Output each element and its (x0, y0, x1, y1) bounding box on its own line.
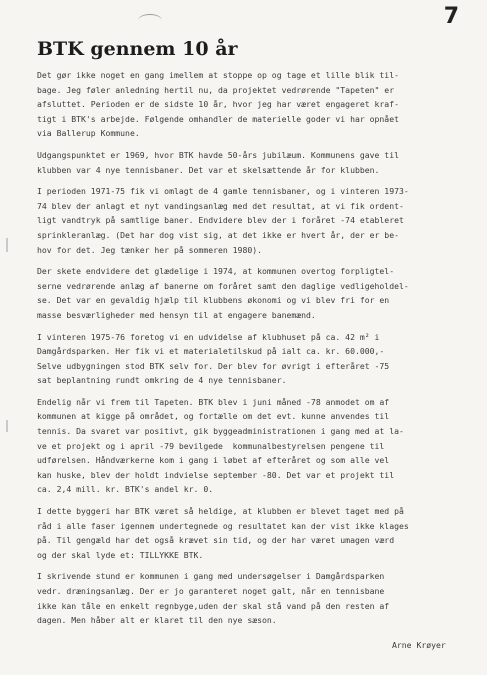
text-line: bage. Jeg føler anledning hertil nu, da projektet vedrørende "Tapeten" er (37, 84, 395, 95)
paragraph (37, 395, 462, 497)
paragraph (37, 148, 462, 177)
text-line: vedr. dræningsanlæg. Der er jo garanteret noget galt, når en tennisbane (37, 586, 385, 596)
text-line: ca. 2,4 mill. kr. BTK's andel kr. 0. (37, 484, 214, 495)
text-line: Det gør ikke noget en gang imellem at stoppe op og tage et lille blik til- (37, 70, 399, 80)
text-line: Udgangspunktet er 1969, hvor BTK havde 50-års jubilæum. Kommunens gave til (37, 149, 399, 160)
margin-mark (6, 420, 8, 432)
text-line: råd i alle faser igennem undertegnede og resultatet kan der vist ikke klages (37, 520, 409, 531)
text-line: sat beplantning rundt omkring de 4 nye tennisbaner. (37, 375, 287, 386)
text-line: ve et projekt og i april -79 bevilgede kommunalbestyrelsen pengene til (37, 440, 385, 451)
text-line: udførelsen. Håndværkerne kom i gang i løbet af efteråret og som alle vel (37, 455, 390, 466)
text-line: ikke kan tåle en enkelt regnbyge,uden der skal stå vand på den resten af (37, 600, 390, 611)
paragraph (37, 264, 462, 322)
text-line: kommunen at kigge på området, og fortælle om det evt. kunne anvendes til (37, 411, 390, 422)
paragraph (37, 330, 462, 388)
text-line: se. Det var en gevaldig hjælp til klubbens økonomi og vi blev fri for en (37, 295, 390, 306)
text-line: via Ballerup Kommune. (37, 128, 140, 139)
text-line: tigt i BTK's arbejde. Følgende omhandler de materielle goder vi har opnået (37, 113, 399, 124)
text-line: Damgårdsparken. Her fik vi et materialetilskud på ialt ca. kr. 60.000,- (37, 346, 385, 357)
text-line: tennis. Da svaret var positivt, gik byggeadministrationen i gang med at la- (37, 426, 404, 437)
text-line: serne vedrørende anlæg af banerne om foråret samt den daglige vedligeholdel- (37, 280, 409, 291)
text-line: hov for det. Jeg tænker her på sommeren 1980). (37, 244, 263, 255)
paragraph (37, 184, 462, 257)
text-line: dagen. Men håber alt er klaret til den nye sæson. (37, 615, 277, 626)
text-line: I perioden 1971-75 fik vi omlagt de 4 gamle tennisbaner, og i vinteren 1973- (37, 186, 409, 197)
margin-mark (6, 238, 8, 252)
text-line: på. Til gengæld har det også krævet sin tid, og der har været umagen værd (37, 535, 395, 546)
text-line: afsluttet. Perioden er de sidste 10 år, hvor jeg har været engageret kraf- (37, 99, 399, 110)
paragraph (37, 504, 462, 562)
text-line: masse besværligheder med hensyn til at engagere banemænd. (37, 309, 316, 320)
page-number: 7 (443, 4, 459, 29)
scan-artifact-mark (138, 14, 162, 27)
paragraph (37, 68, 462, 141)
article-title: BTK gennem 10 år (37, 38, 238, 60)
article-body (37, 68, 462, 635)
text-line: Endelig når vi frem til Tapeten. BTK blev i juni måned -78 anmodet om af (37, 396, 390, 407)
text-line: ligt vandtryk på samtlige baner. Endvidere blev der i foråret -74 etableret (37, 215, 404, 226)
text-line: I vinteren 1975-76 foretog vi en udvidelse af klubhuset på ca. 42 m² i (37, 331, 380, 342)
text-line: Der skete endvidere det glædelige i 1974, at kommunen overtog forpligtel- (37, 266, 395, 277)
text-line: Selve udbygningen stod BTK selv for. Der blev for øvrigt i efteråret -75 (37, 360, 390, 371)
text-line: klubben var 4 nye tennisbaner. Det var et skelsættende år for klubben. (37, 164, 380, 175)
text-line: 74 blev der anlagt et nyt vandingsanlæg med det resultat, at vi fik ordent- (37, 200, 404, 211)
text-line: og der skal lyde et: TILLYKKE BTK. (37, 549, 204, 560)
author-signature: Arne Krøyer (392, 640, 446, 650)
text-line: I dette byggeri har BTK været så heldige, at klubben er blevet taget med på (37, 506, 404, 517)
paragraph (37, 569, 462, 627)
text-line: I skrivende stund er kommunen i gang med undersøgelser i Damgårdsparken (37, 571, 385, 582)
text-line: sprinkleranlæg. (Det har dog vist sig, at det ikke er hvert år, der er be- (37, 229, 399, 240)
text-line: kan huske, blev der holdt indvielse september -80. Det var et projekt til (37, 469, 395, 480)
